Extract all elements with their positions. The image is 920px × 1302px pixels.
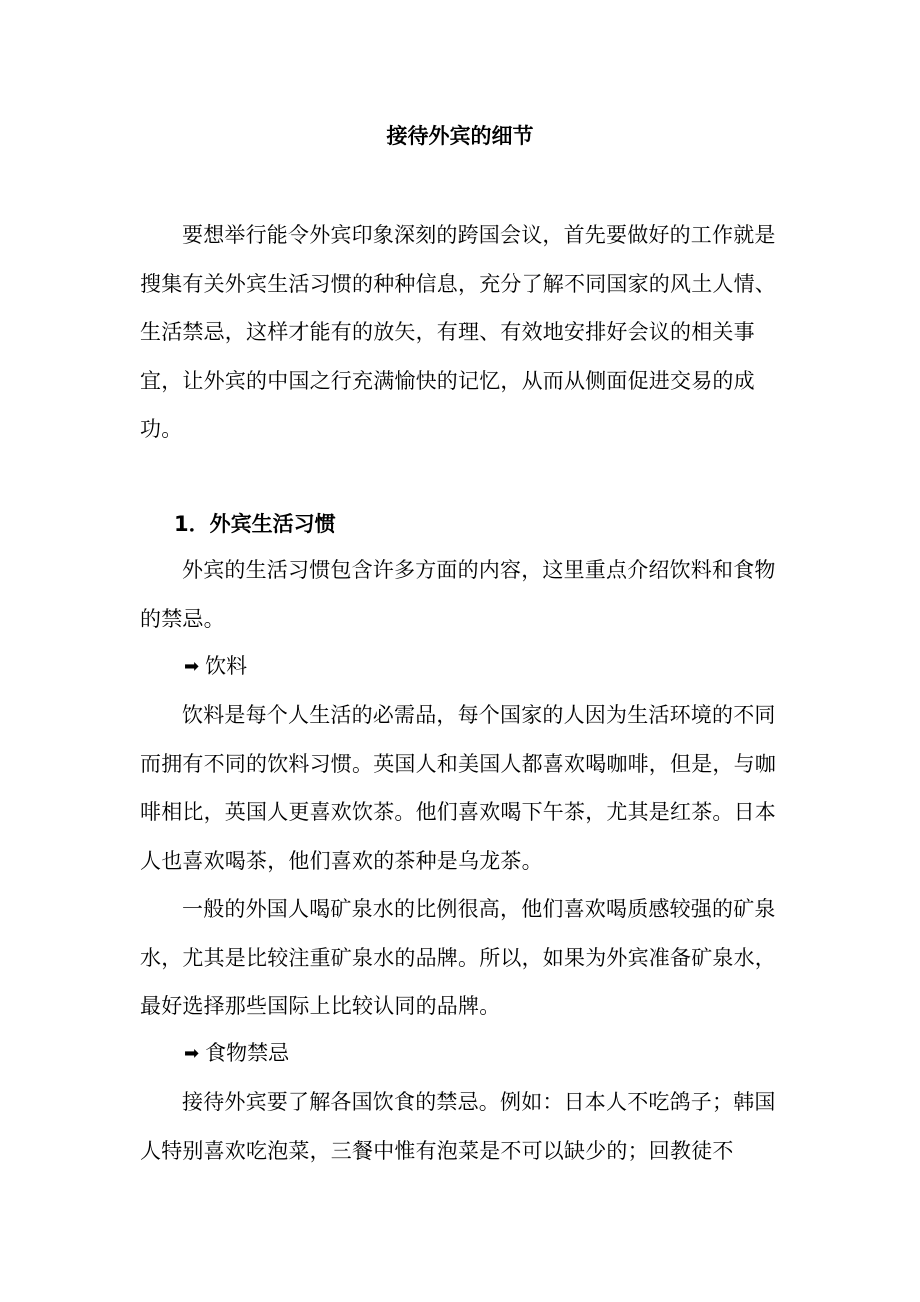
drinks-paragraph-2: 一般的外国人喝矿泉水的比例很高，他们喜欢喝质感较强的矿泉水，尤其是比较注重矿泉水的品牌。所以，如果为外宾准备矿泉水，最好选择那些国际上比较认同的品牌。 bbox=[140, 897, 776, 1018]
intro-paragraph: 要想举行能令外宾印象深刻的跨国会议，首先要做好的工作就是搜集有关外宾生活习惯的种种信息，充分了解不同国家的风土人情、生活禁忌，这样才能有的放矢，有理、有效地安排好会议的相关事宜，让外宾的中国之行充满愉快的记忆，从而从侧面促进交易的成功。 bbox=[140, 223, 776, 441]
drinks-paragraph-1: 饮料是每个人生活的必需品，每个国家的人因为生活环境的不同而拥有不同的饮料习惯。英国人和美国人都喜欢喝咖啡，但是，与咖啡相比，英国人更喜欢饮茶。他们喜欢喝下午茶，尤其是红茶。日本人也喜欢喝茶，他们喜欢的茶种是乌龙茶。 bbox=[140, 703, 776, 873]
bullet-drinks-label: 饮料 bbox=[205, 654, 248, 678]
bullet-drinks bbox=[184, 650, 247, 683]
bullet-food-label: 食物禁忌 bbox=[205, 1041, 290, 1065]
food-taboos-paragraph: 接待外宾要了解各国饮食的禁忌。例如：日本人不吃鸽子；韩国人特别喜欢吃泡菜，三餐中惟有泡菜是不可以缺少的；回教徒不 bbox=[140, 1090, 776, 1163]
living-habits-paragraph: 外宾的生活习惯包含许多方面的内容，这里重点介绍饮料和食物的禁忌。 bbox=[140, 558, 776, 631]
section-heading-living-habits: 1．外宾生活习惯 bbox=[174, 512, 336, 536]
bullet-food-taboos bbox=[184, 1037, 289, 1070]
page-title: 接待外宾的细节 bbox=[386, 124, 534, 148]
arrow-right-icon: ➡ bbox=[184, 1043, 200, 1064]
arrow-right-icon: ➡ bbox=[184, 656, 200, 677]
